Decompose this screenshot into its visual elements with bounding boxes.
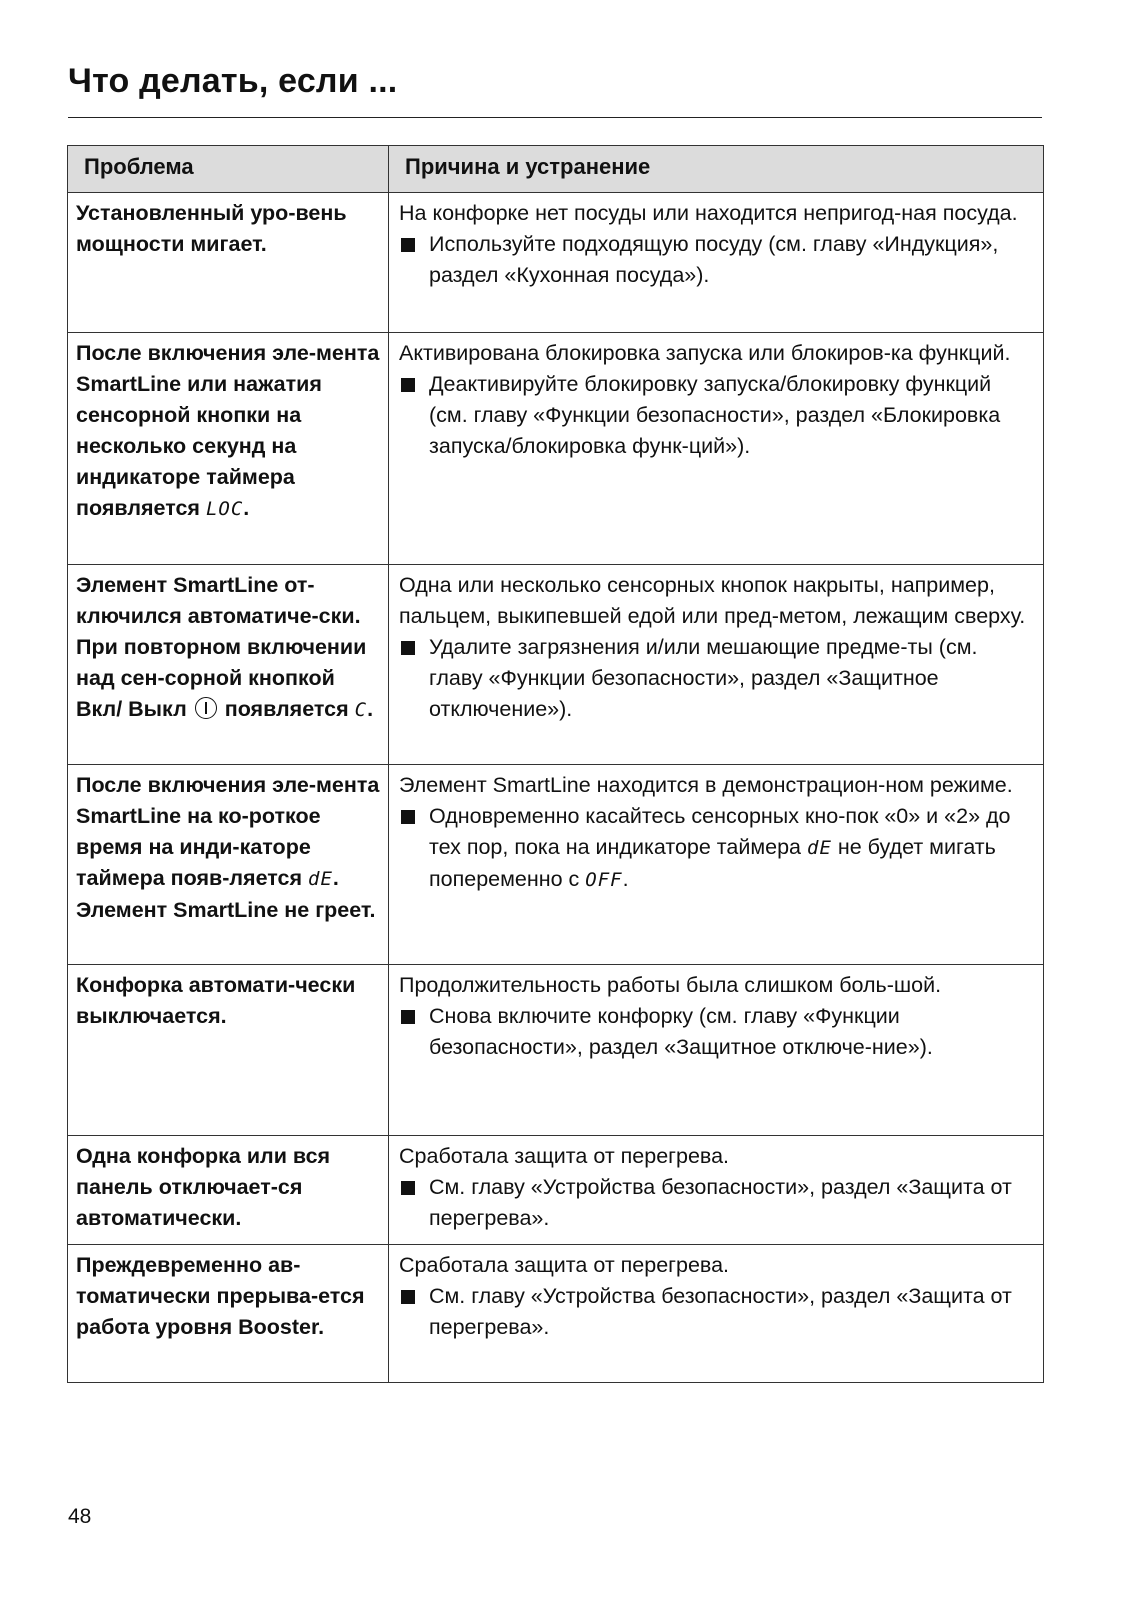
square-bullet-icon: [401, 1181, 415, 1195]
remedy-text: [429, 801, 1035, 896]
solution-cell: [389, 193, 1044, 333]
solution-cell: [389, 1136, 1044, 1245]
problem-text: Элемент SmartLine от-ключился автоматиче-ски. При повторном включении над сен-сорной кнопкой Вкл/ Выкл: [76, 573, 367, 721]
cause-text: Одна или несколько сенсорных кнопок накрыты, например, пальцем, выкипевшей едой или пред-метом, лежащим сверху.: [399, 573, 1026, 628]
problem-cell: [68, 1136, 389, 1245]
header-problem: Проблема: [68, 146, 389, 193]
display-code-de: dE: [308, 868, 333, 890]
square-bullet-icon: [401, 641, 415, 655]
problem-text: Конфорка автомати-чески выключается.: [76, 973, 356, 1028]
table-row: [68, 333, 1044, 565]
display-code-off: OFF: [585, 869, 623, 891]
problem-tail: .: [367, 697, 374, 721]
solution-cell: [389, 565, 1044, 765]
remedy-text-a: Одновременно касайтесь сенсорных кно-пок «0» и «2» до тех пор, пока на индикаторе таймера: [429, 804, 1011, 859]
table-row: [68, 193, 1044, 333]
cause-text: На конфорке нет посуды или находится непригод-ная посуда.: [399, 201, 1018, 225]
troubleshooting-table: [67, 145, 1044, 1383]
remedy-step: [399, 369, 1035, 462]
remedy-text: Используйте подходящую посуду (см. главу «Индукция», раздел «Кухонная посуда»).: [429, 232, 999, 287]
problem-text: После включения эле-мента SmartLine или нажатия сенсорной кнопки на несколько секунд на индикаторе таймера появляется: [76, 341, 380, 520]
table-row: [68, 1245, 1044, 1383]
table-row: [68, 765, 1044, 965]
square-bullet-icon: [401, 1290, 415, 1304]
problem-tail: .: [243, 496, 250, 520]
display-code-de: dE: [807, 837, 832, 859]
problem-cell: [68, 1245, 389, 1383]
remedy-step: [399, 1001, 1035, 1063]
table-header-row: [68, 146, 1044, 193]
table-row: [68, 1136, 1044, 1245]
display-code-loc: LOC: [205, 498, 244, 520]
problem-text-after-icon: появляется: [224, 697, 349, 721]
remedy-text: См. главу «Устройства безопасности», раздел «Защита от перегрева».: [429, 1175, 1012, 1230]
remedy-text: Снова включите конфорку (см. главу «Функции безопасности», раздел «Защитное отключе-ние»).: [429, 1004, 933, 1059]
remedy-step: [399, 1172, 1035, 1234]
page-title: Что делать, если ...: [68, 62, 398, 100]
remedy-text: Деактивируйте блокировку запуска/блокировку функций (см. главу «Функции безопасности», раздел «Блокировка запуска/блокировка функ-ций»).: [429, 372, 1001, 458]
square-bullet-icon: [401, 1010, 415, 1024]
problem-text: После включения эле-мента SmartLine на ко-роткое время на инди-каторе таймера появ-ляется: [76, 773, 380, 890]
remedy-step: [399, 1281, 1035, 1343]
remedy-step: [399, 632, 1035, 725]
cause-text: Элемент SmartLine находится в демонстрацион-ном режиме.: [399, 773, 1013, 797]
problem-text: Установленный уро-вень мощности мигает.: [76, 201, 347, 256]
remedy-text-c: .: [622, 867, 629, 891]
problem-cell: [68, 565, 389, 765]
problem-cell: [68, 193, 389, 333]
table-row: [68, 965, 1044, 1136]
remedy-step: [399, 229, 1035, 291]
cause-text: Активирована блокировка запуска или блокиров-ка функций.: [399, 341, 1011, 365]
solution-cell: [389, 1245, 1044, 1383]
header-solution: Причина и устранение: [389, 146, 1044, 193]
cause-text: Продолжительность работы была слишком боль-шой.: [399, 973, 942, 997]
problem-cell: [68, 965, 389, 1136]
remedy-text: См. главу «Устройства безопасности», раздел «Защита от перегрева».: [429, 1284, 1012, 1339]
table-row: [68, 565, 1044, 765]
problem-cell: [68, 333, 389, 565]
cause-text: Сработала защита от перегрева.: [399, 1144, 730, 1168]
cause-text: Сработала защита от перегрева.: [399, 1253, 730, 1277]
solution-cell: [389, 965, 1044, 1136]
solution-cell: [389, 333, 1044, 565]
problem-text: Одна конфорка или вся панель отключает-ся автоматически.: [76, 1144, 331, 1230]
power-button-icon: [195, 697, 217, 719]
remedy-text-b: не будет мигать попеременно с: [429, 835, 996, 891]
remedy-text: Удалите загрязнения и/или мешающие предме-ты (см. главу «Функции безопасности», раздел «Защитное отключение»).: [429, 635, 978, 721]
square-bullet-icon: [401, 810, 415, 824]
problem-cell: [68, 765, 389, 965]
display-code-c: C: [354, 699, 368, 721]
title-divider: [68, 117, 1042, 118]
remedy-step: [399, 801, 1035, 896]
square-bullet-icon: [401, 378, 415, 392]
square-bullet-icon: [401, 238, 415, 252]
problem-text-end: . Элемент SmartLine не греет.: [76, 866, 376, 922]
page-number: 48: [68, 1505, 92, 1528]
problem-text: Преждевременно ав-томатически прерыва-ется работа уровня Booster.: [76, 1253, 365, 1339]
solution-cell: [389, 765, 1044, 965]
